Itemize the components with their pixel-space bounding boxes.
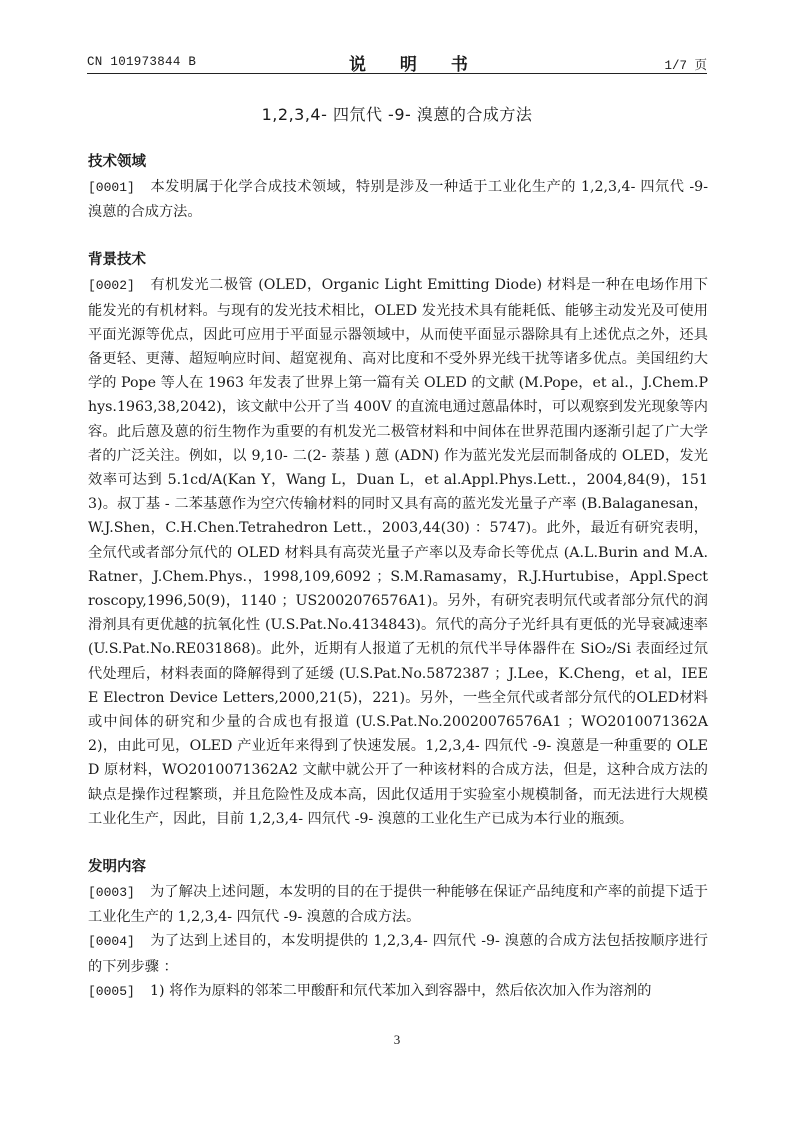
header-rule	[87, 73, 707, 74]
document-body	[88, 150, 708, 1004]
paragraph-text: 为了解决上述问题，本发明的目的在于提供一种能够在保证产品纯度和产率的前提下适于工业化生产的 1,2,3,4- 四氘代 -9- 溴蒽的合成方法。	[88, 884, 708, 926]
page-header	[87, 50, 707, 75]
paragraph-number: [0002]	[88, 278, 135, 294]
paragraph-text: 有机发光二极管 (OLED，Organic Light Emitting Diode) 材料是一种在电场作用下能发光的有机材料。与现有的发光技术相比，OLED 发光技术具有能耗低、能够主动发光及可使用平面光源等优点，因此可应用于平面显示器领域中，从而使平面显示器除具有上述优点之外，还具备更轻、更薄、超短响应时间、超宽视角、高对比度和不受外界光线干扰等诸多优点。美国纽约大学的 Pope 等人在 1963 年发表了世界上第一篇有关 OLED 的文献 (M.Pope，et al.，J.Chem.Phys.1963,38,2042)，该文献中公开了当 400V 的直流电通过蒽晶体时，可以观察到发光现象等内容。此后蒽及蒽的衍生物作为重要的有机发光二极管材料和中间体在世界范围内逐渐引起了广大学者的广泛关注。例如，以 9,10- 二(2- 萘基 ) 蒽 (ADN) 作为蓝光发光层而制备成的 OLED，发光效率可达到 5.1cd/A(Kan Y，Wang L，Duan L，et al.Appl.Phys.Lett.，2004,84(9)，1513)。叔丁基 - 二苯基蒽作为空穴传输材料的同时又具有高的蓝光发光量子产率 (B.Balaganesan，W.J.Shen，C.H.Chen.Tetrahedron Lett.，2003,44(30) ：5747)。此外，最近有研究表明，全氘代或者部分氘代的 OLED 材料具有高荧光量子产率以及寿命长等优点 (A.L.Burin and M.A.Ratner，J.Chem.Phys.，1998,109,6092 ；S.M.Ramasamy，R.J.Hurtubise，Appl.Spectroscopy,1996,50(9)，1140 ；US2002076576A1)。另外，有研究表明氘代或者部分氘代的润滑剂具有更优越的抗氧化性 (U.S.Pat.No.4134843)。氘代的高分子光纤具有更低的光导衰减速率 (U.S.Pat.No.RE031868)。此外，近期有人报道了无机的氘代半导体器件在 SiO₂/Si 表面经过氘代处理后，材料表面的降解得到了延缓 (U.S.Pat.No.5872387 ；J.Lee，K.Cheng，et al，IEEE Electron Device Letters,2000,21(5)，221)。另外，一些全氘代或者部分氘代的OLED材料或中间体的研究和少量的合成也有报道 (U.S.Pat.No.20020076576A1 ；WO2010071362A2)，由此可见，OLED 产业近年来得到了快速发展。1,2,3,4- 四氘代 -9- 溴蒽是一种重要的 OLED 原材料，WO2010071362A2 文献中就公开了一种该材料的合成方法，但是，这种合成方法的缺点是操作过程繁琐，并且危险性及成本高，因此仅适用于实验室小规模制备，而无法进行大规模工业化生产，因此，目前 1,2,3,4- 四氘代 -9- 溴蒽的工业化生产已成为本行业的瓶颈。	[88, 277, 708, 827]
paragraph-number: [0003]	[88, 885, 135, 901]
paragraph-number: [0005]	[88, 983, 135, 999]
section-heading: 背景技术	[88, 252, 146, 269]
section-heading: 发明内容	[88, 859, 146, 876]
paragraph-text: 本发明属于化学合成技术领域，特别是涉及一种适于工业化生产的 1,2,3,4- 四氘代 -9- 溴蒽的合成方法。	[88, 179, 708, 221]
section-heading: 技术领域	[88, 154, 146, 170]
paragraph-text: 为了达到上述目的，本发明提供的 1,2,3,4- 四氘代 -9- 溴蒽的合成方法包括按顺序进行的下列步骤 ：	[88, 933, 708, 975]
page-indicator: 1/7 页	[664, 59, 707, 73]
document-title: 1,2,3,4- 四氘代 -9- 溴蒽的合成方法	[261, 105, 533, 124]
page-number: 3	[393, 1032, 401, 1047]
section-label: 说 明 书	[349, 55, 482, 75]
paragraph	[88, 929, 708, 978]
paragraph	[88, 880, 708, 929]
patent-number: CN 101973844 B	[87, 55, 197, 69]
paragraph-number: [0001]	[88, 180, 135, 195]
paragraph	[88, 273, 708, 831]
paragraph-number: [0004]	[88, 934, 135, 950]
paragraph	[88, 979, 708, 1004]
paragraph-text: 1) 将作为原料的邻苯二甲酸酐和氘代苯加入到容器中，然后依次加入作为溶剂的	[150, 982, 652, 999]
paragraph	[88, 175, 708, 224]
